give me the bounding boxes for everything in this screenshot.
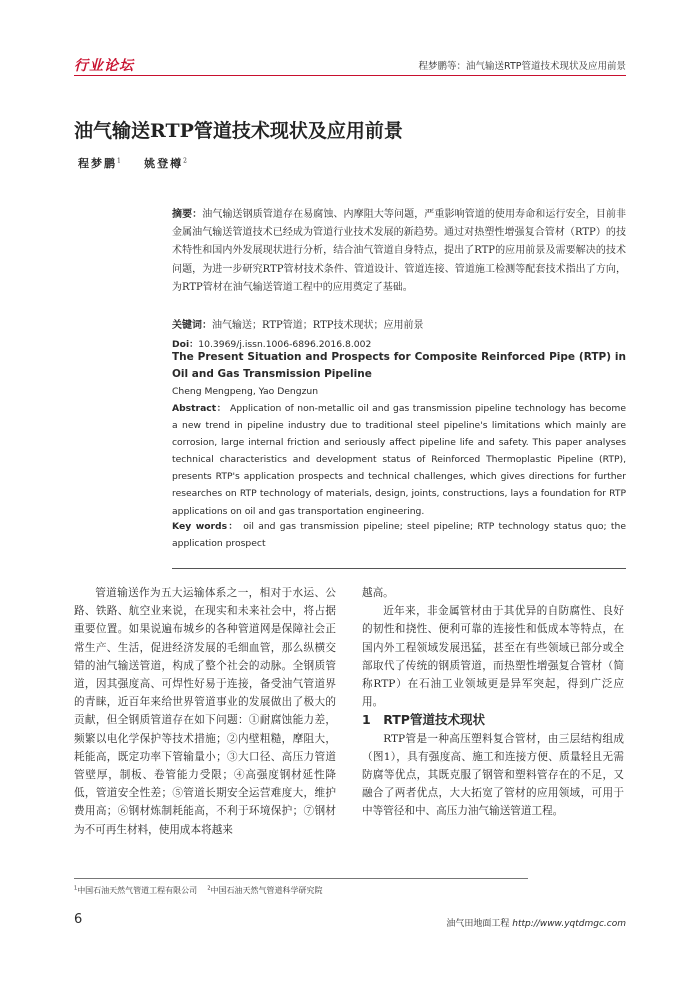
header-rule xyxy=(74,75,626,76)
abstract-en-text: Application of non-metallic oil and gas transmission pipeline technology has become a new trend in pipeline industry due to traditional steel pipeline's limitations which mainly are corrosion, large internal friction and seriously affect pipeline life and safety. This paper analyses technical characteristics and development status of Reinforced Thermoplastic Pipeline (RTP), presents RTP's application prospects and technical challenges, which gives directions for further researches on RTP technology of materials, design, joints, constructions, lays a foundation for RTP applications on oil and gas transportation engineering. xyxy=(172,403,627,517)
keywords-text: 油气输送；RTP管道；RTP技术现状；应用前景 xyxy=(212,320,424,331)
english-title: The Present Situation and Prospects for Composite Reinforced Pipe (RTP) in Oil and Gas Transmission Pipeline xyxy=(172,351,626,380)
affiliation: 中国石油天然气管道科学研究院 xyxy=(210,886,323,895)
keywords-en xyxy=(172,518,626,552)
english-authors: Cheng Mengpeng, Yao Dengzun xyxy=(172,386,319,397)
footnote xyxy=(74,885,323,896)
affil-mark: 1 xyxy=(74,885,78,892)
body-paragraph: 越高。 xyxy=(362,587,394,599)
section-heading: 1 RTP管道技术现状 xyxy=(362,712,485,728)
author-affil-mark: 2 xyxy=(183,157,187,165)
body-column-right xyxy=(362,584,624,821)
doi-value: 10.3969/j.issn.1006-6896.2016.8.002 xyxy=(198,339,372,350)
running-title: 程梦鹏等：油气输送RTP管道技术现状及应用前景 xyxy=(418,61,626,72)
body-paragraph: RTP管是一种高压塑料复合管材，由三层结构组成（图1），具有强度高、施工和连接方便、质量轻且无需防腐等优点，其既克服了钢管和塑料管存在的不足，又融合了两者优点，大大拓宽了管材的应用领域，可用于中等管径和中、高压力油气输送管道工程。 xyxy=(362,732,624,818)
section-label: 行业论坛 xyxy=(74,58,134,74)
abstract-text: 油气输送钢质管道存在易腐蚀、内摩阻大等问题，严重影响管道的使用寿命和运行安全，目前非金属油气输送管道技术已经成为管道行业技术发展的新趋势。通过对热塑性增强复合管材（RTP）的技术特性和国内外发展现状进行分析，结合油气管道自身特点，提出了RTP的应用前景及需要解决的技术问题，为进一步研究RTP管材技术条件、管道设计、管道连接、管道施工检测等配套技术指出了方向，为RTP管材在油气输送管道工程中的应用奠定了基础。 xyxy=(172,209,627,293)
affil-mark: 2 xyxy=(207,885,211,892)
footnote-rule xyxy=(74,878,528,879)
journal-url[interactable]: http://www.yqtdmgc.com xyxy=(512,919,626,929)
doi-label: Doi： xyxy=(172,339,199,350)
abstract-en xyxy=(172,400,626,520)
article-title: 油气输送RTP管道技术现状及应用前景 xyxy=(74,120,403,142)
affiliation: 中国石油天然气管道工程有限公司 xyxy=(77,886,198,895)
author-name: 程梦鹏 xyxy=(78,157,117,170)
keywords-label: 关键词： xyxy=(172,320,212,331)
author-name: 姚登樽 xyxy=(144,157,184,170)
keywords-cn xyxy=(172,317,626,335)
abstract-en-label: Abstract： xyxy=(172,403,227,414)
keywords-en-label: Key words： xyxy=(172,521,239,532)
author-affil-mark: 1 xyxy=(117,157,121,165)
keywords-en-text: oil and gas transmission pipeline; steel pipeline; RTP technology status quo; the application prospect xyxy=(172,521,626,550)
abstract-rule xyxy=(172,568,626,569)
page-number: 6 xyxy=(74,912,83,927)
body-column-left xyxy=(74,584,336,839)
abstract-label: 摘要： xyxy=(172,209,203,220)
body-paragraph: 管道输送作为五大运输体系之一，相对于水运、公路、铁路、航空业来说，在现实和未来社会中，将占据重要位置。如果说遍布城乡的各种管道网是保障社会正常生产、生活，促进经济发展的毛细血管，那么纵横交错的油气输送管道，构成了整个社会的动脉。全钢质管道，因其强度高、可焊性好易于连接，备受油气管道界的青睐，近百年来给世界管道事业的发展做出了极大的贡献，但全钢质管道存在如下问题：①耐腐蚀能力差，频繁以电化学保护等技术措施；②内壁粗糙，摩阻大，耗能高，既定功率下管输量小；③大口径、高压力管道管壁厚，制板、卷管能力受限；④高强度钢材延性降低，管道安全性差；⑤管道长期安全运营难度大，维护费用高；⑥钢材炼制耗能高，不利于环境保护；⑦钢材为不可再生材料，使用成本将越来 xyxy=(74,587,336,836)
body-paragraph: 近年来，非金属管材由于其优异的自防腐性、良好的韧性和挠性、便利可靠的连接性和低成本等特点，在国内外工程领域发展迅猛，甚至在有些领域已部分或全部取代了传统的钢质管道，而热塑性增强复合管材（简称RTP）在石油工业领域更是异军突起，得到广泛应用。 xyxy=(362,605,624,709)
journal-footer xyxy=(446,916,626,929)
abstract-cn xyxy=(172,206,626,297)
journal-name: 油气田地面工程 xyxy=(446,919,510,929)
author-list xyxy=(78,155,187,171)
